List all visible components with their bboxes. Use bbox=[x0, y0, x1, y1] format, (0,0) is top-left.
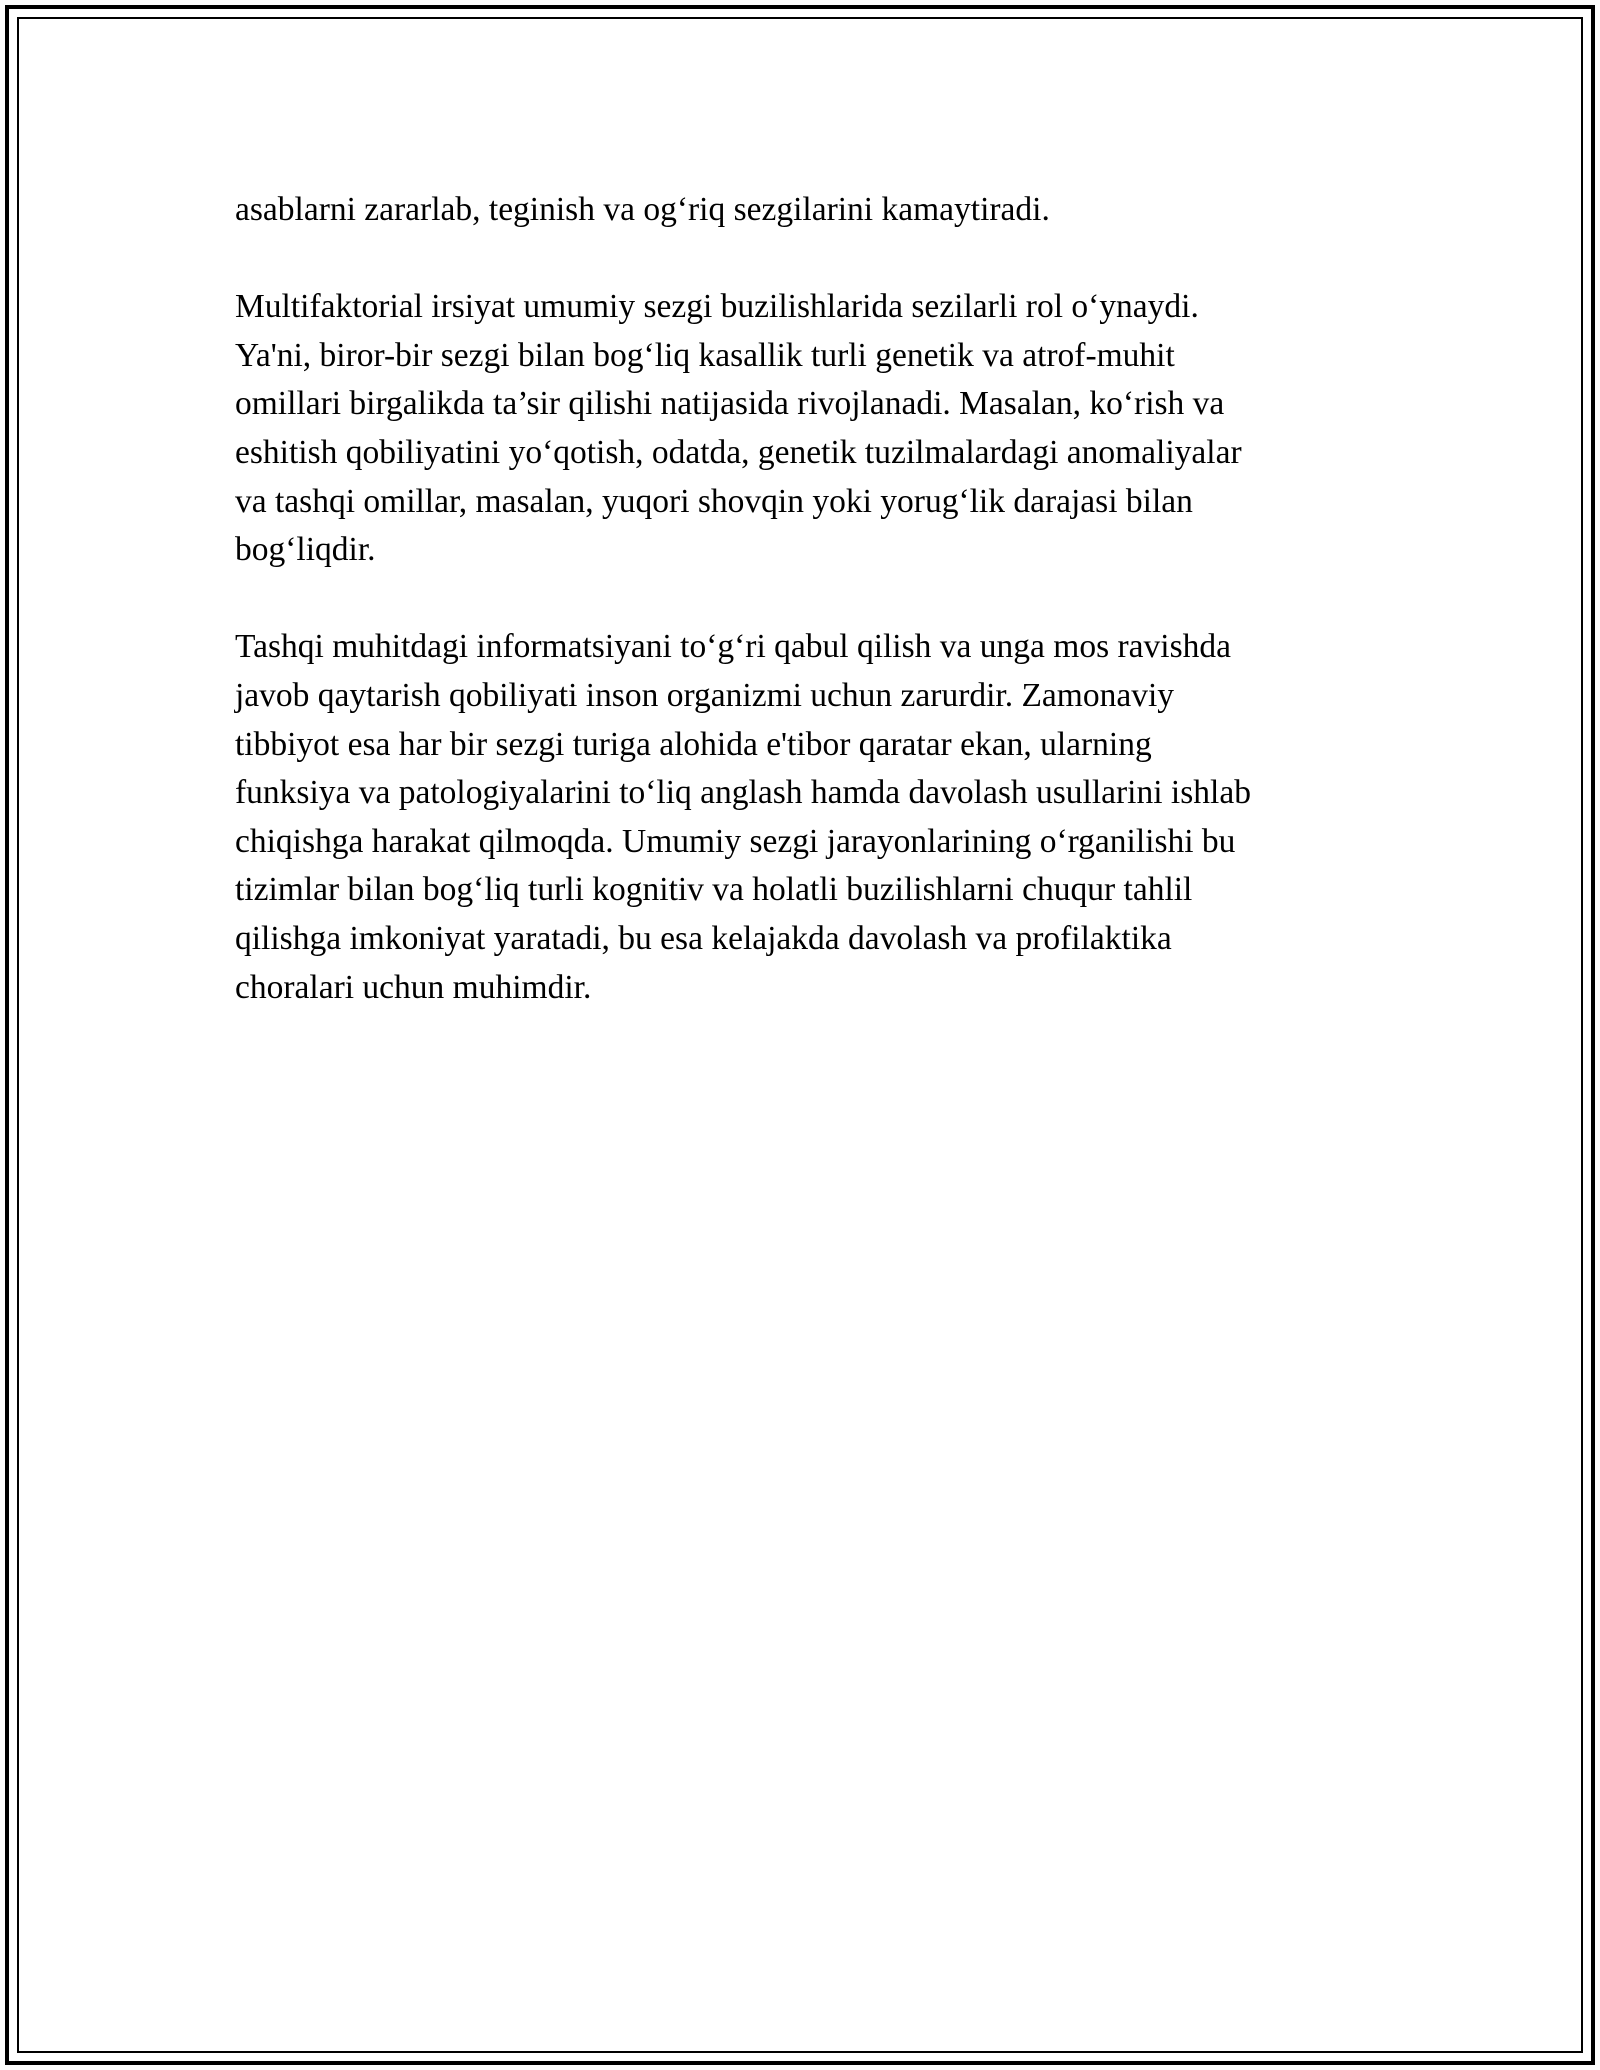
text-line: Tashqi muhitdagi informatsiyani to‘g‘ri qabul qilish va unga mos ravishda bbox=[235, 628, 1231, 666]
text-line: eshitish qobiliyatini yo‘qotish, odatda, genetik tuzilmalardagi anomaliyalar bbox=[235, 433, 1242, 471]
paragraph-2 bbox=[235, 283, 1365, 575]
paragraph-3 bbox=[235, 623, 1365, 1012]
text-line: tibbiyot esa har bir sezgi turiga alohida e'tibor qaratar ekan, ularning bbox=[235, 725, 1152, 763]
text-line: omillari birgalikda ta’sir qilishi natijasida rivojlanadi. Masalan, ko‘rish va bbox=[235, 385, 1225, 423]
text-line: javob qaytarish qobiliyati inson organizmi uchun zarurdir. Zamonaviy bbox=[235, 676, 1175, 714]
text-line: va tashqi omillar, masalan, yuqori shovqin yoki yorug‘lik darajasi bilan bbox=[235, 482, 1193, 520]
text-line: funksiya va patologiyalarini to‘liq anglash hamda davolash usullarini ishlab bbox=[235, 774, 1251, 812]
text-line: Multifaktorial irsiyat umumiy sezgi buzilishlarida sezilarli rol o‘ynaydi. bbox=[235, 288, 1199, 326]
text-line: Ya'ni, biror-bir sezgi bilan bog‘liq kasallik turli genetik va atrof-muhit bbox=[235, 336, 1175, 374]
text-line: choralari uchun muhimdir. bbox=[235, 968, 592, 1006]
text-line: asablarni zararlab, teginish va og‘riq sezgilarini kamaytiradi. bbox=[235, 191, 1050, 228]
text-line: tizimlar bilan bog‘liq turli kognitiv va holatli buzilishlarni chuqur tahlil bbox=[235, 871, 1193, 909]
document-body bbox=[235, 186, 1365, 1012]
paragraph-1 bbox=[235, 186, 1365, 235]
text-line: bog‘liqdir. bbox=[235, 531, 376, 569]
text-line: qilishga imkoniyat yaratadi, bu esa kelajakda davolash va profilaktika bbox=[235, 919, 1172, 957]
text-line: chiqishga harakat qilmoqda. Umumiy sezgi jarayonlarining o‘rganilishi bu bbox=[235, 822, 1236, 860]
